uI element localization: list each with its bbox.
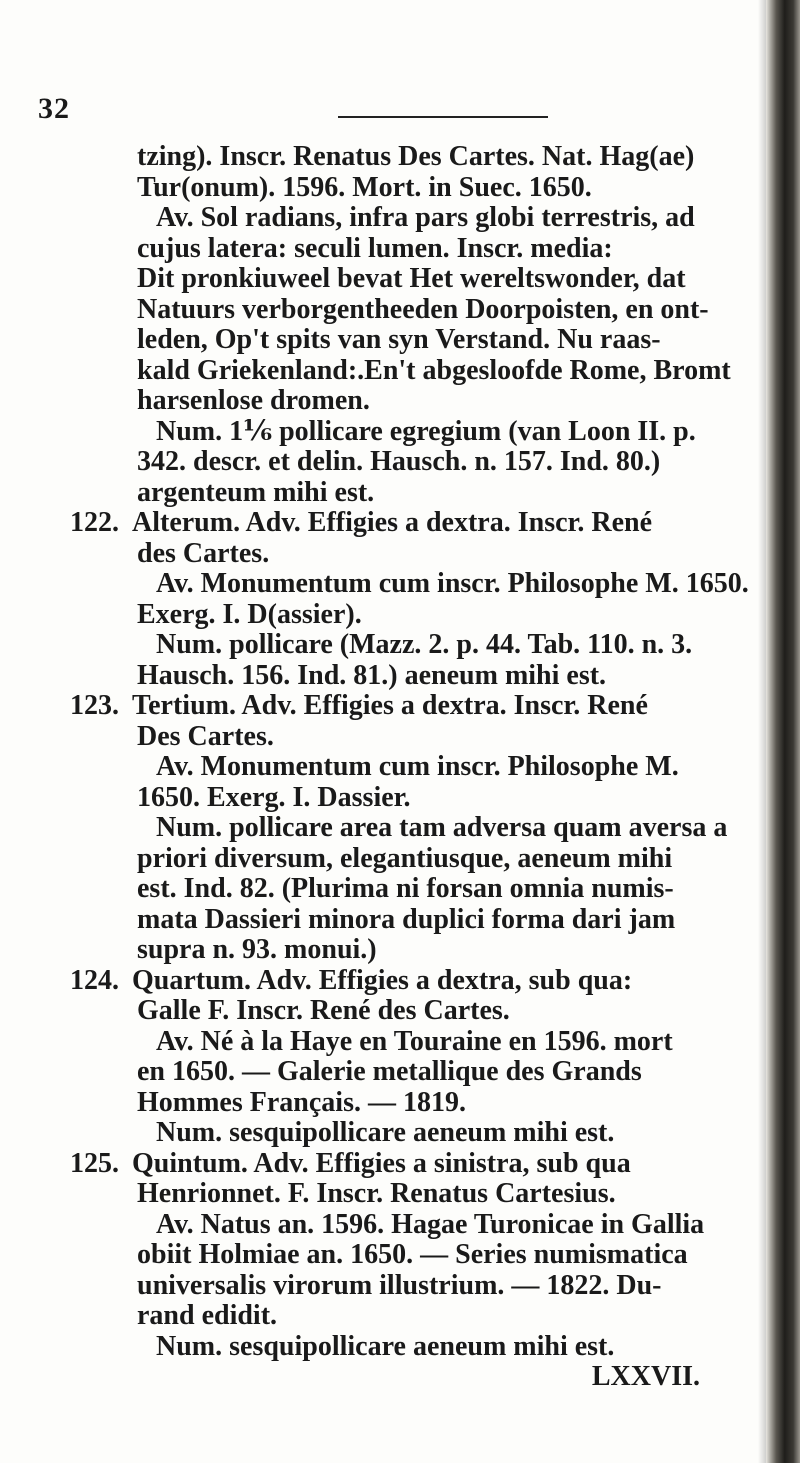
line-text: Num. pollicare (Mazz. 2. p. 44. Tab. 110. n. 3. bbox=[156, 629, 693, 660]
text-line bbox=[70, 264, 750, 295]
text-line bbox=[70, 630, 750, 661]
line-text: universalis virorum illustrium. — 1822. Du- bbox=[137, 1269, 662, 1301]
catchword: LXXVII. bbox=[591, 1361, 700, 1392]
line-text: Av. Monumentum cum inscr. Philosophe M. 1650. bbox=[156, 568, 749, 599]
text-line bbox=[70, 539, 750, 570]
line-text: Natuurs verborgentheeden Doorpoisten, en ont- bbox=[137, 293, 709, 325]
line-text: tzing). Inscr. Renatus Des Cartes. Nat. Hag(ae) bbox=[137, 141, 695, 172]
text-line bbox=[70, 1088, 750, 1119]
line-text: Quintum. Adv. Effigies a sinistra, sub qua bbox=[132, 1147, 631, 1179]
entry-number: 122. bbox=[70, 507, 119, 538]
text-line bbox=[70, 935, 750, 966]
line-text: obiit Holmiae an. 1650. — Series numismatica bbox=[137, 1239, 688, 1270]
binding-shadow bbox=[758, 0, 766, 1463]
line-text: Des Cartes. bbox=[137, 720, 274, 752]
text-line bbox=[70, 844, 750, 875]
line-text: Av. Monumentum cum inscr. Philosophe M. bbox=[156, 751, 679, 782]
line-text: Hommes Français. — 1819. bbox=[137, 1086, 466, 1118]
line-text: Av. Natus an. 1596. Hagae Turonicae in Gallia bbox=[156, 1208, 705, 1240]
line-text: kald Griekenland:.En't abgesloofde Rome, Bromt bbox=[137, 354, 731, 386]
text-line bbox=[70, 1149, 750, 1180]
text-line bbox=[70, 234, 750, 265]
line-text: cujus latera: seculi lumen. Inscr. media: bbox=[137, 232, 613, 264]
text-line bbox=[70, 1179, 750, 1210]
line-text: Num. sesquipollicare aeneum mihi est. bbox=[156, 1330, 615, 1362]
text-line bbox=[70, 325, 750, 356]
text-line bbox=[70, 142, 750, 173]
text-line bbox=[70, 1118, 750, 1149]
line-text: leden, Op't spits van syn Verstand. Nu raas- bbox=[137, 324, 661, 355]
line-text: Av. Né à la Haye en Touraine en 1596. mort bbox=[156, 1025, 673, 1057]
entry-number: 123. bbox=[70, 690, 119, 721]
text-line bbox=[70, 1332, 750, 1363]
line-text: harsenlose dromen. bbox=[137, 385, 370, 416]
line-text: priori diversum, elegantiusque, aeneum mihi bbox=[137, 842, 673, 874]
entry-number: 124. bbox=[70, 964, 119, 996]
text-line bbox=[70, 722, 750, 753]
line-text: Exerg. I. D(assier). bbox=[137, 598, 362, 630]
line-text: Tur(onum). 1596. Mort. in Suec. 1650. bbox=[137, 171, 592, 203]
text-line bbox=[70, 1240, 750, 1271]
text-line bbox=[70, 874, 750, 905]
text-line bbox=[70, 600, 750, 631]
line-text: Quartum. Adv. Effigies a dextra, sub qua: bbox=[132, 964, 633, 996]
text-line bbox=[70, 417, 750, 448]
line-text: des Cartes. bbox=[137, 537, 270, 569]
line-text: Hausch. 156. Ind. 81.) aeneum mihi est. bbox=[137, 659, 607, 691]
line-text: Num. sesquipollicare aeneum mihi est. bbox=[156, 1117, 615, 1148]
text-line bbox=[70, 569, 750, 600]
line-text: 342. descr. et delin. Hausch. n. 157. Ind. 80.) bbox=[137, 446, 661, 477]
line-text: Dit pronkiuweel bevat Het wereltswonder, dat bbox=[137, 263, 686, 294]
text-line bbox=[70, 478, 750, 509]
text-line bbox=[70, 966, 750, 997]
text-line bbox=[70, 203, 750, 234]
text-line bbox=[70, 356, 750, 387]
line-text: Alterum. Adv. Effigies a dextra. Inscr. René bbox=[132, 507, 653, 538]
text-line bbox=[70, 1271, 750, 1302]
text-line bbox=[70, 386, 750, 417]
text-line bbox=[70, 661, 750, 692]
line-text: Num. pollicare area tam adversa quam aversa a bbox=[156, 812, 728, 843]
text-line bbox=[70, 295, 750, 326]
text-line bbox=[70, 905, 750, 936]
catalog-text bbox=[70, 142, 750, 1393]
text-line bbox=[70, 996, 750, 1027]
text-line bbox=[70, 691, 750, 722]
page-number: 32 bbox=[38, 92, 70, 125]
page-edge bbox=[766, 0, 800, 1463]
line-text: mata Dassieri minora duplici forma dari jam bbox=[137, 903, 676, 935]
text-line bbox=[70, 752, 750, 783]
text-line bbox=[70, 1057, 750, 1088]
text-line bbox=[70, 783, 750, 814]
line-text: rand edidit. bbox=[137, 1300, 278, 1331]
line-text: Av. Sol radians, infra pars globi terrestris, ad bbox=[156, 202, 695, 233]
text-line bbox=[70, 1027, 750, 1058]
text-line bbox=[70, 813, 750, 844]
header-rule bbox=[338, 116, 548, 118]
line-text: en 1650. — Galerie metallique des Grands bbox=[137, 1056, 642, 1087]
line-text: argenteum mihi est. bbox=[137, 476, 375, 508]
line-text: Tertium. Adv. Effigies a dextra. Inscr. René bbox=[132, 690, 648, 721]
text-line bbox=[70, 1301, 750, 1332]
text-line bbox=[70, 1210, 750, 1241]
line-text: 1650. Exerg. I. Dassier. bbox=[137, 781, 411, 813]
text-line bbox=[70, 447, 750, 478]
text-line bbox=[70, 173, 750, 204]
text-line bbox=[70, 508, 750, 539]
line-text: Galle F. Inscr. René des Cartes. bbox=[137, 995, 510, 1026]
line-text: supra n. 93. monui.) bbox=[137, 934, 377, 965]
entry-number: 125. bbox=[70, 1147, 119, 1179]
line-text: Henrionnet. F. Inscr. Renatus Cartesius. bbox=[137, 1178, 616, 1209]
line-text: Num. 1⅙ pollicare egregium (van Loon II. p. bbox=[156, 415, 696, 447]
line-text: est. Ind. 82. (Plurima ni forsan omnia numis- bbox=[137, 873, 674, 904]
